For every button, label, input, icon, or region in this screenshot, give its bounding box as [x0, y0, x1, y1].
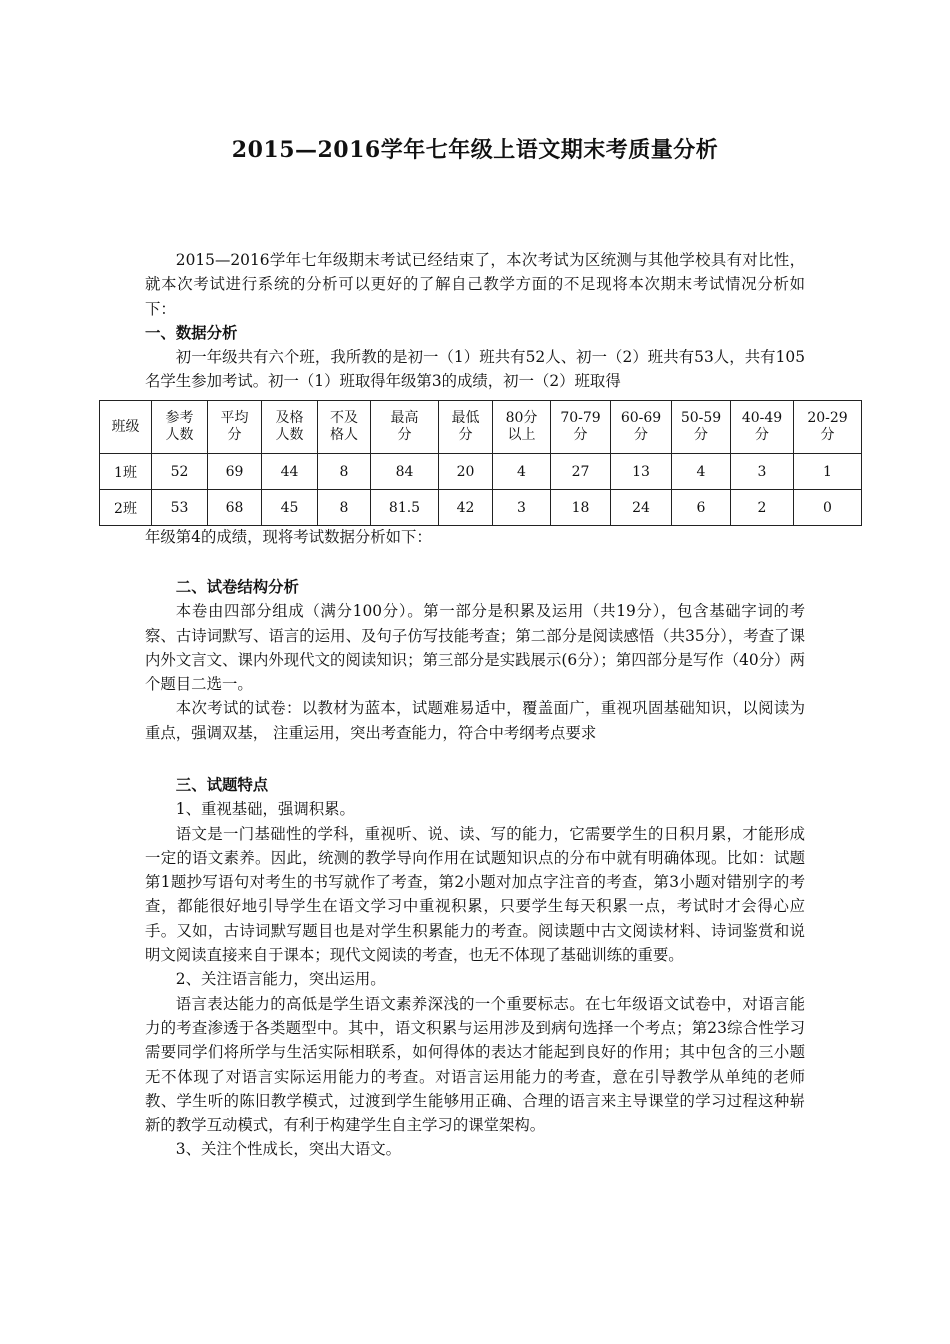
- table-cell: 20: [439, 454, 493, 490]
- section2-paragraph-1: 本卷由四部分组成（满分100分）。第一部分是积累及运用（共19分），包含基础字词的考察、古诗词默写、语言的运用、及句子仿写技能考查；第二部分是阅读感悟（共35分），考查了课内外文言文、课内外现代文的阅读知识；第三部分是实践展示(6分）；第四部分是写作（40分）两个题目二选一。: [145, 602, 805, 694]
- section3-paragraph-2: 语言表达能力的高低是学生语文素养深浅的一个重要标志。在七年级语文试卷中，对语言能力的考查渗透于各类题型中。其中，语文积累与运用涉及到病句选择一个考点；第23综合性学习需要同学们将所学与生活实际相联系，如何得体的表达才能起到良好的作用；其中包含的三小题无不体现了对语言实际运用能力的考查。对语言运用能力的考查，意在引导教学从单纯的老师教、学生听的陈旧教学模式，过渡到学生能够用正确、合理的语言来主导课堂的学习过程这种崭新的教学互动模式，有利于构建学生自主学习的课堂架构。: [145, 994, 805, 1135]
- header-60-69: 60-69 分: [611, 401, 672, 454]
- table-row: [100, 490, 862, 526]
- table-cell: 69: [208, 454, 262, 490]
- table-cell: 8: [318, 490, 371, 526]
- table-cell: 68: [208, 490, 262, 526]
- header-failed: 不及 格人: [318, 401, 371, 454]
- table-cell: 6: [672, 490, 731, 526]
- table-cell: 24: [611, 490, 672, 526]
- table-cell: 2班: [100, 490, 152, 526]
- table-cell: 44: [262, 454, 318, 490]
- header-highest: 最高 分: [371, 401, 439, 454]
- table-cell: 2: [731, 490, 794, 526]
- header-70-79: 70-79 分: [551, 401, 611, 454]
- table-cell: 42: [439, 490, 493, 526]
- continuation-block: [145, 525, 805, 549]
- table-cell: 45: [262, 490, 318, 526]
- table-cell: 52: [152, 454, 208, 490]
- header-participants: 参考 人数: [152, 401, 208, 454]
- table-cell: 8: [318, 454, 371, 490]
- table-cell: 3: [731, 454, 794, 490]
- table-header-row: [100, 401, 862, 454]
- section3-paragraph-1: 语文是一门基础性的学科，重视听、说、读、写的能力，它需要学生的日积月累，才能形成一定的语文素养。因此，统测的教学导向作用在试题知识点的分布中就有明确体现。比如：试题第1题抄写语句对考生的书写就作了考查，第2小题对加点字注音的考查，第3小题对错别字的考查，都能很好地引导学生在语文学习中重视积累，只要学生每天积累一点，考试时才会得心应手。又如，古诗词默写题目也是对学生积累能力的考查。阅读题中古文阅读材料、诗词鉴赏和说明文阅读直接来自于课本；现代文阅读的考查，也无不体现了基础训练的重要。: [145, 824, 805, 965]
- score-table: [99, 400, 862, 526]
- header-50-59: 50-59 分: [672, 401, 731, 454]
- header-lowest: 最低 分: [439, 401, 493, 454]
- section3-point-2: 2、关注语言能力，突出运用。: [175, 970, 386, 989]
- header-40-49: 40-49 分: [731, 401, 794, 454]
- section2-heading: 二、试卷结构分析: [175, 578, 299, 596]
- table-row: [100, 454, 862, 490]
- section3-heading: 三、试题特点: [175, 776, 269, 794]
- header-average: 平均 分: [208, 401, 262, 454]
- section1-continuation: 年级第4的成绩，现将考试数据分析如下：: [145, 528, 432, 546]
- section2-block: [145, 575, 805, 745]
- section3-block: [145, 773, 805, 1162]
- header-80-above: 80分 以上: [493, 401, 551, 454]
- table-cell: 13: [611, 454, 672, 490]
- table-cell: 1: [794, 454, 862, 490]
- table-cell: 18: [551, 490, 611, 526]
- intro-block: [145, 248, 805, 394]
- table-cell: 53: [152, 490, 208, 526]
- header-passed: 及格 人数: [262, 401, 318, 454]
- header-class: 班级: [100, 401, 152, 454]
- intro-paragraph: 2015—2016学年七年级期末考试已经结束了，本次考试为区统测与其他学校具有对比性，就本次考试进行系统的分析可以更好的了解自己教学方面的不足现将本次期末考试情况分析如下：: [145, 251, 805, 318]
- section3-point-1: 1、重视基础，强调积累。: [175, 800, 355, 819]
- table-cell: 1班: [100, 454, 152, 490]
- header-20-29: 20-29 分: [794, 401, 862, 454]
- section2-paragraph-2: 本次考试的试卷：以教材为蓝本，试题难易适中，覆盖面广，重视巩固基础知识，以阅读为重点，强调双基， 注重运用，突出考查能力，符合中考纲考点要求: [145, 699, 805, 742]
- table-cell: 27: [551, 454, 611, 490]
- table-cell: 0: [794, 490, 862, 526]
- section1-paragraph: 初一年级共有六个班，我所教的是初一（1）班共有52人、初一（2）班共有53人，共有105名学生参加考试。初一（1）班取得年级第3的成绩，初一（2）班取得: [145, 348, 805, 391]
- table-cell: 81.5: [371, 490, 439, 526]
- section1-heading: 一、数据分析: [145, 323, 238, 342]
- table-cell: 3: [493, 490, 551, 526]
- table-cell: 4: [493, 454, 551, 490]
- document-title: 2015—2016学年七年级上语文期末考质量分析: [231, 137, 719, 163]
- table-cell: 4: [672, 454, 731, 490]
- section3-point-3: 3、关注个性成长，突出大语文。: [175, 1140, 402, 1159]
- table-cell: 84: [371, 454, 439, 490]
